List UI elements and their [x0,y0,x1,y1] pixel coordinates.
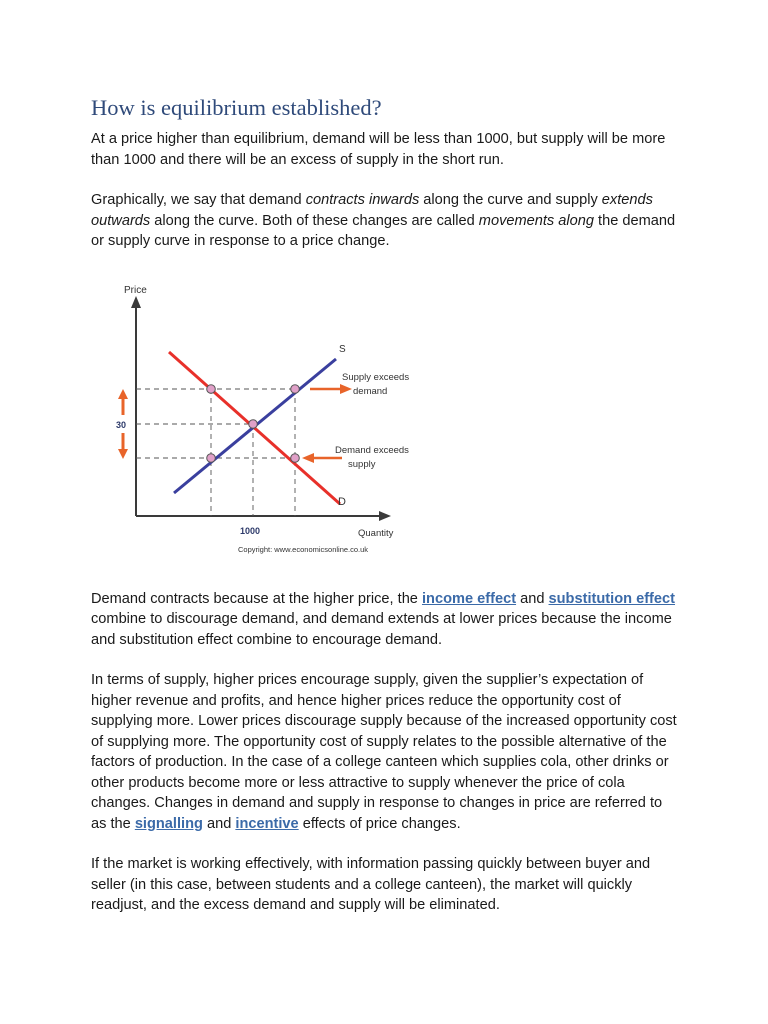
demand-point-high-price [207,384,216,393]
emphasis-contracts-inwards: contracts inwards [305,192,420,208]
text: along the curve. Both of these changes are called [150,212,479,229]
x-axis-label: Quantity [358,527,394,539]
supply-demand-chart [101,282,421,572]
supply-exceeds-label-1: Supply exceeds [342,371,410,383]
text: and [516,590,549,607]
guide-lines [136,389,295,516]
supply-exceeds-label-2: demand [353,385,388,397]
income-effect-link[interactable]: income effect [421,590,517,607]
demand-excess-arrow-head [302,453,314,463]
demand-point-low-price [291,453,300,462]
text: combine to discourage demand, and demand extends at lower prices because the income and substitution effect combine to encourage demand. [91,611,672,648]
signalling-link[interactable]: signalling [134,815,203,832]
demand-exceeds-label-1: Demand exceeds [335,444,409,456]
supply-point-high-price [291,384,300,393]
supply-curve-label: S [339,343,346,355]
text: the demand or supply curve in response to a price change. [91,212,676,249]
paragraph-movements-along [91,190,681,252]
section-heading: How is equilibrium established? [91,95,382,120]
document-body [91,95,681,916]
paragraph-income-substitution [91,589,681,651]
paragraph-supply-incentives [91,670,681,834]
emphasis-extends-outwards: extends outwards [91,192,653,229]
price-down-arrow-head [118,449,128,459]
demand-curve-label: D [338,495,346,508]
text: In terms of supply, higher prices encourage supply, given the supplier’s expectation of higher revenue and profits, and hence higher prices reduce the opportunity cost of supplying more. Lower prices discourage supply because of the increased opportunity cost of supplying more. The opportunity cost of supply relates to the possible alternative of the factors of production. In the case of a college canteen which supplies cola, other drinks or other products become more or less attractive to supply whenever the price of cola changes. Changes in demand and supply in response to changes in price are referred to as the [91,672,677,832]
text: and [202,815,236,832]
x-axis-arrowhead [379,511,391,521]
supply-excess-arrow-head [340,384,352,394]
chart-svg [101,282,421,572]
y-axis-arrowhead [131,296,141,308]
equilibrium-point [249,419,258,428]
demand-exceeds-label-2: supply [348,458,376,470]
paragraph-excess-supply: At a price higher than equilibrium, demand will be less than 1000, but supply will be more than 1000 and there will be an excess of supply in the short run. [91,131,666,168]
chart-copyright: Copyright: www.economicsonline.co.uk [238,544,369,554]
emphasis-movements-along: movements along [478,212,594,229]
price-tick-30: 30 [116,419,127,430]
paragraph-market-readjusts: If the market is working effectively, with information passing quickly between buyer and seller (in this case, between students and a college canteen), the market will quickly readjust, and the excess demand and supply will be eliminated. [91,856,651,913]
incentive-link[interactable]: incentive [235,815,299,832]
text: Graphically, we say that demand [91,192,306,208]
price-up-arrow-head [118,389,128,399]
supply-point-low-price [207,453,216,462]
quantity-tick-1000: 1000 [240,525,261,536]
text: effects of price changes. [298,815,461,832]
text: along the curve and supply [419,192,602,208]
substitution-effect-link[interactable]: substitution effect [548,590,676,607]
y-axis-label: Price [124,284,147,296]
text: Demand contracts because at the higher price, the [91,590,422,607]
